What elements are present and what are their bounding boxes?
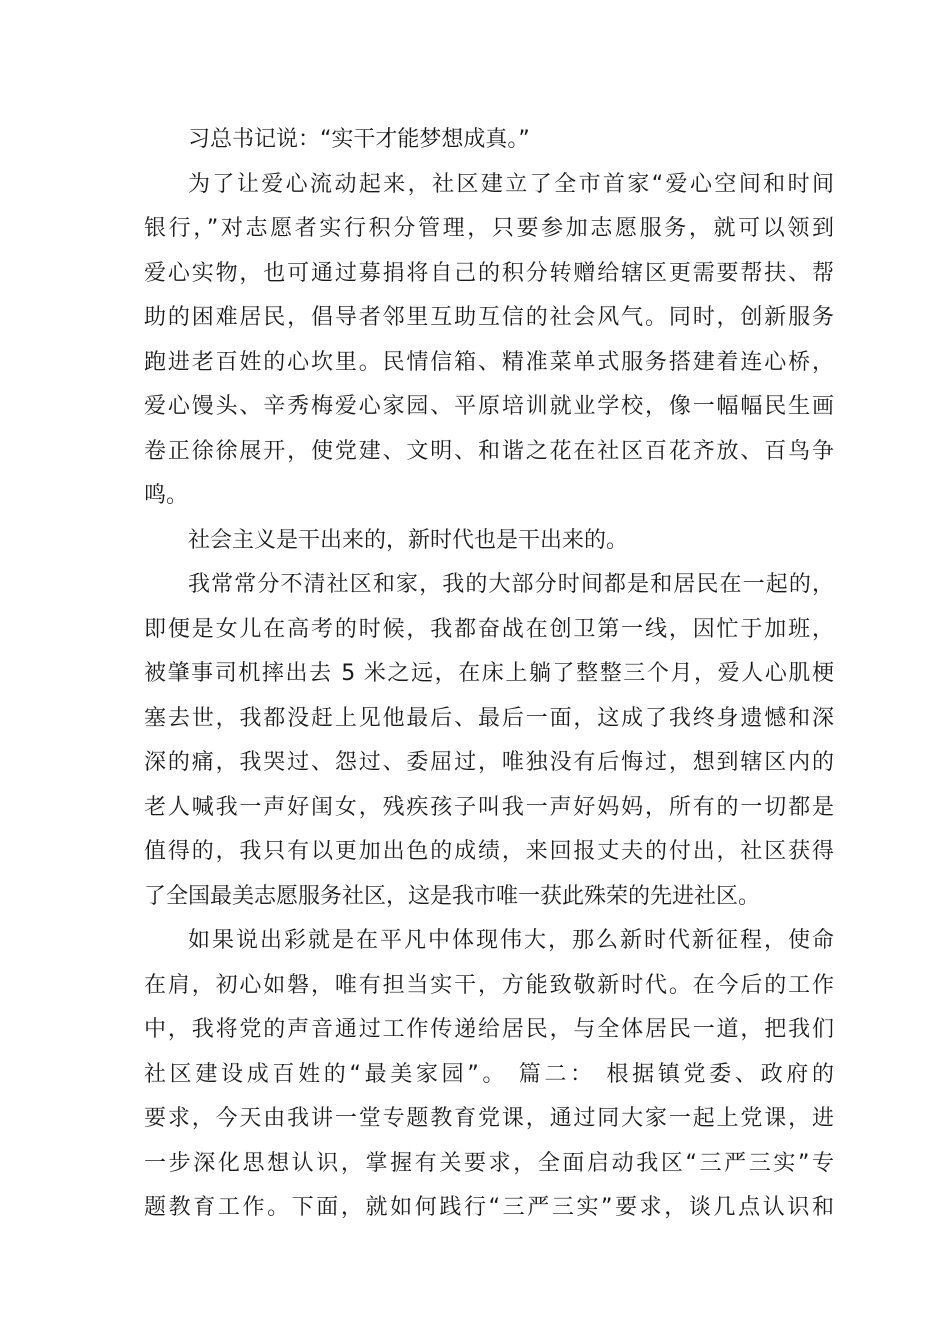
text-line: 老人喊我一声好闺女，残疾孩子叫我一声好妈妈，所有的一切都是 [144, 794, 834, 820]
text-line: 我常常分不清社区和家，我的大部分时间都是和居民在一起的， [188, 572, 834, 597]
text-line: 为了让爱心流动起来，社区建立了全市首家“爱心空间和时间 [188, 171, 834, 197]
text-line: 助的困难居民，倡导者邻里互助互信的社会风气。同时，创新服务 [144, 305, 834, 330]
text-line: 卷正徐徐展开，使党建、文明、和谐之花在社区百花齐放、百鸟争 [144, 438, 834, 464]
text-line: 中，我将党的声音通过工作传递给居民，与全体居民一道，把我们 [144, 1017, 834, 1042]
text-line: 要求，今天由我讲一堂专题教育党课，通过同大家一起上党课，进 [144, 1106, 834, 1131]
text-line: 一步深化思想认识，掌握有关要求，全面启动我区“三严三实”专 [144, 1150, 834, 1176]
text-line: 如果说出彩就是在平凡中体现伟大，那么新时代新征程，使命 [188, 928, 834, 953]
text-line: 值得的，我只有以更加出色的成绩，来回报丈夫的付出，社区获得 [144, 839, 834, 864]
text-line: 社区建设成百姓的“最美家园”。 篇二： 根据镇党委、政府的 [144, 1061, 834, 1087]
text-line: 在肩，初心如磐，唯有担当实干，方能致敬新时代。在今后的工作 [144, 972, 834, 998]
text-line: 塞去世，我都没赶上见他最后、最后一面，这成了我终身遗憾和深 [144, 705, 834, 731]
document-body [144, 118, 834, 1231]
text-line: 爱心馒头、辛秀梅爱心家园、平原培训就业学校，像一幅幅民生画 [144, 394, 834, 419]
text-line: 即便是女儿在高考的时候，我都奋战在创卫第一线，因忙于加班， [144, 616, 834, 642]
text-line: 鸣。 [144, 483, 189, 508]
text-line: 被肇事司机摔出去 5 米之远，在床上躺了整整三个月，爱人心肌梗 [144, 661, 834, 686]
text-line: 习总书记说：“实干才能梦想成真。” [188, 127, 530, 152]
text-line: 社会主义是干出来的，新时代也是干出来的。 [188, 527, 629, 553]
text-line: 爱心实物，也可通过募捐将自己的积分转赠给辖区更需要帮扶、帮 [144, 260, 834, 286]
text-line: 银行，”对志愿者实行积分管理，只要参加志愿服务，就可以领到 [144, 216, 834, 241]
text-line: 题教育工作。下面，就如何践行“三严三实”要求，谈几点认识和 [144, 1195, 834, 1220]
text-line: 深的痛，我哭过、怨过、委屈过，唯独没有后悔过，想到辖区内的 [144, 750, 834, 775]
text-line: 了全国最美志愿服务社区，这是我市唯一获此殊荣的先进社区。 [144, 883, 761, 909]
text-line: 跑进老百姓的心坎里。民情信箱、精准菜单式服务搭建着连心桥， [144, 349, 834, 375]
